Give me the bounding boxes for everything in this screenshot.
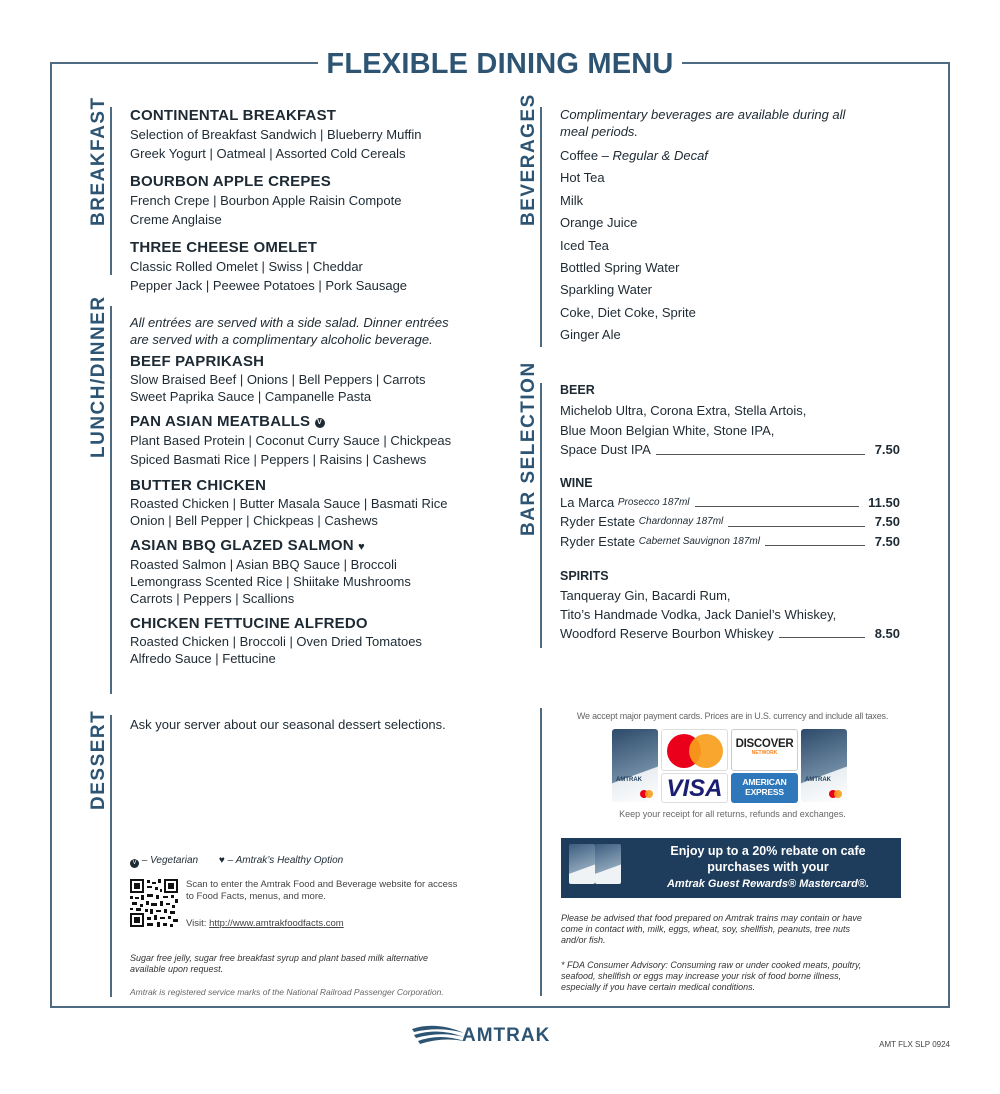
item-name-row — [130, 413, 510, 431]
item-description: Onion | Bell Pepper | Chickpeas | Cashews — [130, 513, 378, 528]
visit-label: Visit: — [186, 918, 207, 929]
coffee-name: Coffee – — [560, 148, 613, 163]
beer-price: 7.50 — [874, 442, 900, 457]
item-name: BUTTER CHICKEN — [130, 477, 267, 494]
beverage-item: Bottled Spring Water — [560, 260, 680, 276]
card-brand: AMTRAK — [616, 777, 642, 783]
payment-rule — [540, 708, 542, 996]
entree-note: All entrées are served with a side salad. Dinner entrées — [130, 315, 449, 330]
item-description: Creme Anglaise — [130, 212, 222, 227]
receipt-note: Keep your receipt for all returns, refunds and exchanges. — [619, 809, 846, 819]
wine-name: La Marca — [560, 494, 615, 510]
amtrak-logo — [410, 1023, 590, 1047]
beverages-column — [560, 106, 900, 347]
note-line: * FDA Consumer Advisory: Consuming raw or under cooked meats, poultry, — [561, 960, 862, 970]
item-description: Roasted Salmon | Asian BBQ Sauce | Broccoli — [130, 557, 397, 572]
vegetarian-icon: V — [130, 859, 139, 868]
beverage-item: Ginger Ale — [560, 327, 621, 343]
item-name: THREE CHEESE OMELET — [130, 239, 318, 256]
discover-sub: NETWORK — [751, 750, 778, 756]
wine-name: Ryder Estate — [560, 533, 636, 549]
spirits-line: Tanqueray Gin, Bacardi Rum, — [560, 588, 731, 603]
vegetarian-icon: V — [315, 418, 325, 428]
wine-detail: Cabernet Sauvignon 187ml — [638, 535, 760, 547]
note-line: especially if you have certain medical conditions. — [561, 982, 756, 992]
menu-item — [130, 173, 510, 229]
qr-description — [186, 879, 486, 903]
spirits-price-row — [560, 624, 900, 643]
wine-detail: Chardonnay 187ml — [638, 516, 724, 527]
page-title: FLEXIBLE DINING MENU — [318, 44, 682, 84]
vegetarian-label: – Vegetarian — [141, 855, 199, 866]
promo-card-1 — [569, 844, 595, 884]
amex-text: EXPRESS — [745, 787, 784, 797]
spirits-line: Tito’s Handmade Vodka, Jack Daniel’s Whiskey, — [560, 607, 837, 622]
menu-item — [130, 477, 510, 529]
heart-icon: ♥ — [218, 855, 225, 866]
lunch-rule — [110, 306, 112, 694]
note-line: and/or fish. — [561, 935, 606, 945]
note-line: Please be advised that food prepared on Amtrak trains may contain or have — [561, 913, 862, 923]
amtrak-card-right — [801, 729, 847, 802]
beverage-item: Sparkling Water — [560, 282, 652, 298]
menu-item — [130, 615, 510, 667]
beverage-note: meal periods. — [560, 124, 639, 139]
section-label-bar: BAR SELECTION — [518, 361, 539, 536]
lunch-dinner-column — [130, 314, 510, 667]
item-description: Selection of Breakfast Sandwich | Blueberry Muffin — [130, 127, 422, 142]
beer-heading: BEER — [560, 383, 595, 397]
menu-item — [130, 239, 510, 295]
menu-item — [130, 537, 510, 607]
leader-line — [728, 526, 865, 527]
beer-line: Blue Moon Belgian White, Stone IPA, — [560, 422, 775, 438]
item-description: Roasted Chicken | Butter Masala Sauce | Basmati Rice — [130, 496, 448, 511]
wine-price: 7.50 — [874, 533, 900, 549]
wine-detail: Prosecco 187ml — [617, 496, 690, 508]
item-name: BOURBON APPLE CREPES — [130, 173, 331, 190]
spirits-last: Woodford Reserve Bourbon Whiskey — [560, 626, 774, 641]
section-label-lunch-dinner: LUNCH/DINNER — [88, 295, 109, 458]
item-name: BEEF PAPRIKASH — [130, 353, 265, 370]
note-line: come in contact with, milk, eggs, wheat, soy, shellfish, peanuts, tree nuts — [561, 924, 850, 934]
visit-link[interactable]: http://www.amtrakfoodfacts.com — [209, 918, 344, 929]
beverages-rule — [540, 107, 542, 347]
amtrak-card-left — [612, 729, 658, 802]
mastercard-icon — [829, 790, 843, 798]
heart-icon: ♥ — [358, 541, 365, 553]
menu-item — [130, 353, 510, 405]
rewards-promo-banner[interactable] — [561, 838, 901, 898]
spirits-heading: SPIRITS — [560, 569, 609, 583]
leader-line — [695, 506, 859, 507]
promo-line: Amtrak Guest Rewards® Mastercard®. — [666, 878, 870, 890]
item-description: Sweet Paprika Sauce | Campanelle Pasta — [130, 389, 372, 404]
leader-line — [779, 637, 865, 638]
allergy-note — [561, 913, 906, 946]
dessert-rule — [110, 715, 112, 997]
breakfast-rule — [110, 107, 112, 275]
beer-line: Michelob Ultra, Corona Extra, Stella Artois, — [560, 403, 807, 418]
leader-line — [656, 454, 865, 455]
promo-text — [643, 843, 893, 892]
item-description: Classic Rolled Omelet | Swiss | Cheddar — [130, 259, 363, 274]
item-description: Lemongrass Scented Rice | Shiitake Mushrooms — [130, 574, 411, 589]
section-label-breakfast: BREAKFAST — [88, 96, 109, 226]
item-description: Roasted Chicken | Broccoli | Oven Dried Tomatoes — [130, 634, 422, 649]
note-line: seafood, shellfish or eggs may increase your risk of food borne illness, — [561, 971, 842, 981]
menu-item — [130, 413, 510, 469]
breakfast-column — [130, 107, 510, 295]
wine-name: Ryder Estate — [560, 514, 636, 529]
beverage-item — [560, 145, 900, 167]
legend — [130, 855, 510, 868]
beer-last: Space Dust IPA — [560, 442, 651, 457]
item-description: Pepper Jack | Peewee Potatoes | Pork Sausage — [130, 278, 408, 293]
section-label-beverages: BEVERAGES — [518, 93, 539, 226]
beverage-item: Iced Tea — [560, 237, 609, 253]
wine-price: 7.50 — [874, 514, 900, 529]
wine-row — [560, 493, 900, 513]
beverage-item: Milk — [560, 192, 584, 208]
fda-note — [561, 960, 906, 993]
qr-text-line: to Food Facts, menus, and more. — [186, 891, 326, 902]
beverage-item: Orange Juice — [560, 215, 638, 231]
healthy-label: – Amtrak’s Healthy Option — [227, 855, 344, 866]
qr-text-line: Scan to enter the Amtrak Food and Beverage website for access — [186, 879, 458, 890]
wine-row — [560, 512, 900, 532]
coffee-variant: Regular & Decaf — [612, 148, 708, 163]
sugar-note — [130, 953, 510, 975]
item-name: CONTINENTAL BREAKFAST — [130, 107, 337, 124]
trademark-note: Amtrak is registered service marks of the National Railroad Passenger Corporation. — [130, 987, 444, 997]
amtrak-wordmark: AMTRAK — [462, 1025, 551, 1046]
item-description: Slow Braised Beef | Onions | Bell Peppers | Carrots — [130, 372, 426, 387]
item-description: Carrots | Peppers | Scallions — [130, 591, 295, 606]
item-description: Alfredo Sauce | Fettucine — [130, 651, 276, 666]
dessert-text: Ask your server about our seasonal dessert selections. — [130, 717, 446, 732]
card-brand: AMTRAK — [805, 777, 831, 783]
item-description: Spiced Basmati Rice | Peppers | Raisins | Cashews — [130, 452, 427, 467]
leader-line — [765, 545, 865, 546]
item-name: PAN ASIAN MEATBALLS — [130, 413, 311, 430]
discover-text: DISCOVER — [735, 738, 794, 750]
beverage-item: Coke, Diet Coke, Sprite — [560, 304, 696, 320]
qr-code[interactable] — [130, 879, 178, 927]
beverage-note: Complimentary beverages are available during all — [560, 107, 846, 122]
beverage-item: Hot Tea — [560, 170, 605, 186]
wine-row — [560, 532, 900, 552]
visa-logo — [661, 773, 728, 803]
menu-item — [130, 107, 510, 163]
discover-logo — [731, 729, 798, 771]
promo-line: purchases with your — [707, 860, 829, 874]
visit-line — [186, 918, 344, 929]
bar-column — [560, 381, 900, 643]
mastercard-icon — [640, 790, 654, 798]
note-line: available upon request. — [130, 964, 224, 974]
payment-note: We accept major payment cards. Prices are in U.S. currency and include all taxes. — [576, 711, 889, 721]
amex-text: AMERICAN — [742, 777, 787, 787]
item-description: French Crepe | Bourbon Apple Raisin Compote — [130, 193, 402, 208]
amex-logo — [731, 773, 798, 803]
promo-card-2 — [595, 844, 621, 884]
spirits-price: 8.50 — [874, 626, 900, 641]
bar-rule — [540, 383, 542, 648]
visa-text: VISA — [666, 775, 723, 802]
amtrak-swoosh-icon — [410, 1023, 466, 1045]
item-name: ASIAN BBQ GLAZED SALMON — [130, 537, 354, 554]
note-line: Sugar free jelly, sugar free breakfast syrup and plant based milk alternative — [130, 953, 428, 963]
beer-price-row — [560, 440, 900, 460]
wine-heading: WINE — [560, 475, 593, 490]
item-name-row — [130, 537, 510, 556]
wine-price: 11.50 — [868, 494, 900, 510]
entree-note: are served with a complimentary alcoholic beverage. — [130, 332, 433, 347]
promo-line: Enjoy up to a 20% rebate on cafe — [670, 844, 866, 858]
item-description: Plant Based Protein | Coconut Curry Sauce | Chickpeas — [130, 433, 452, 448]
mastercard-logo — [661, 729, 728, 771]
document-code: AMT FLX SLP 0924 — [879, 1040, 950, 1049]
item-name: CHICKEN FETTUCINE ALFREDO — [130, 615, 368, 632]
section-label-dessert: DESSERT — [88, 709, 109, 810]
item-description: Greek Yogurt | Oatmeal | Assorted Cold Cereals — [130, 146, 406, 161]
